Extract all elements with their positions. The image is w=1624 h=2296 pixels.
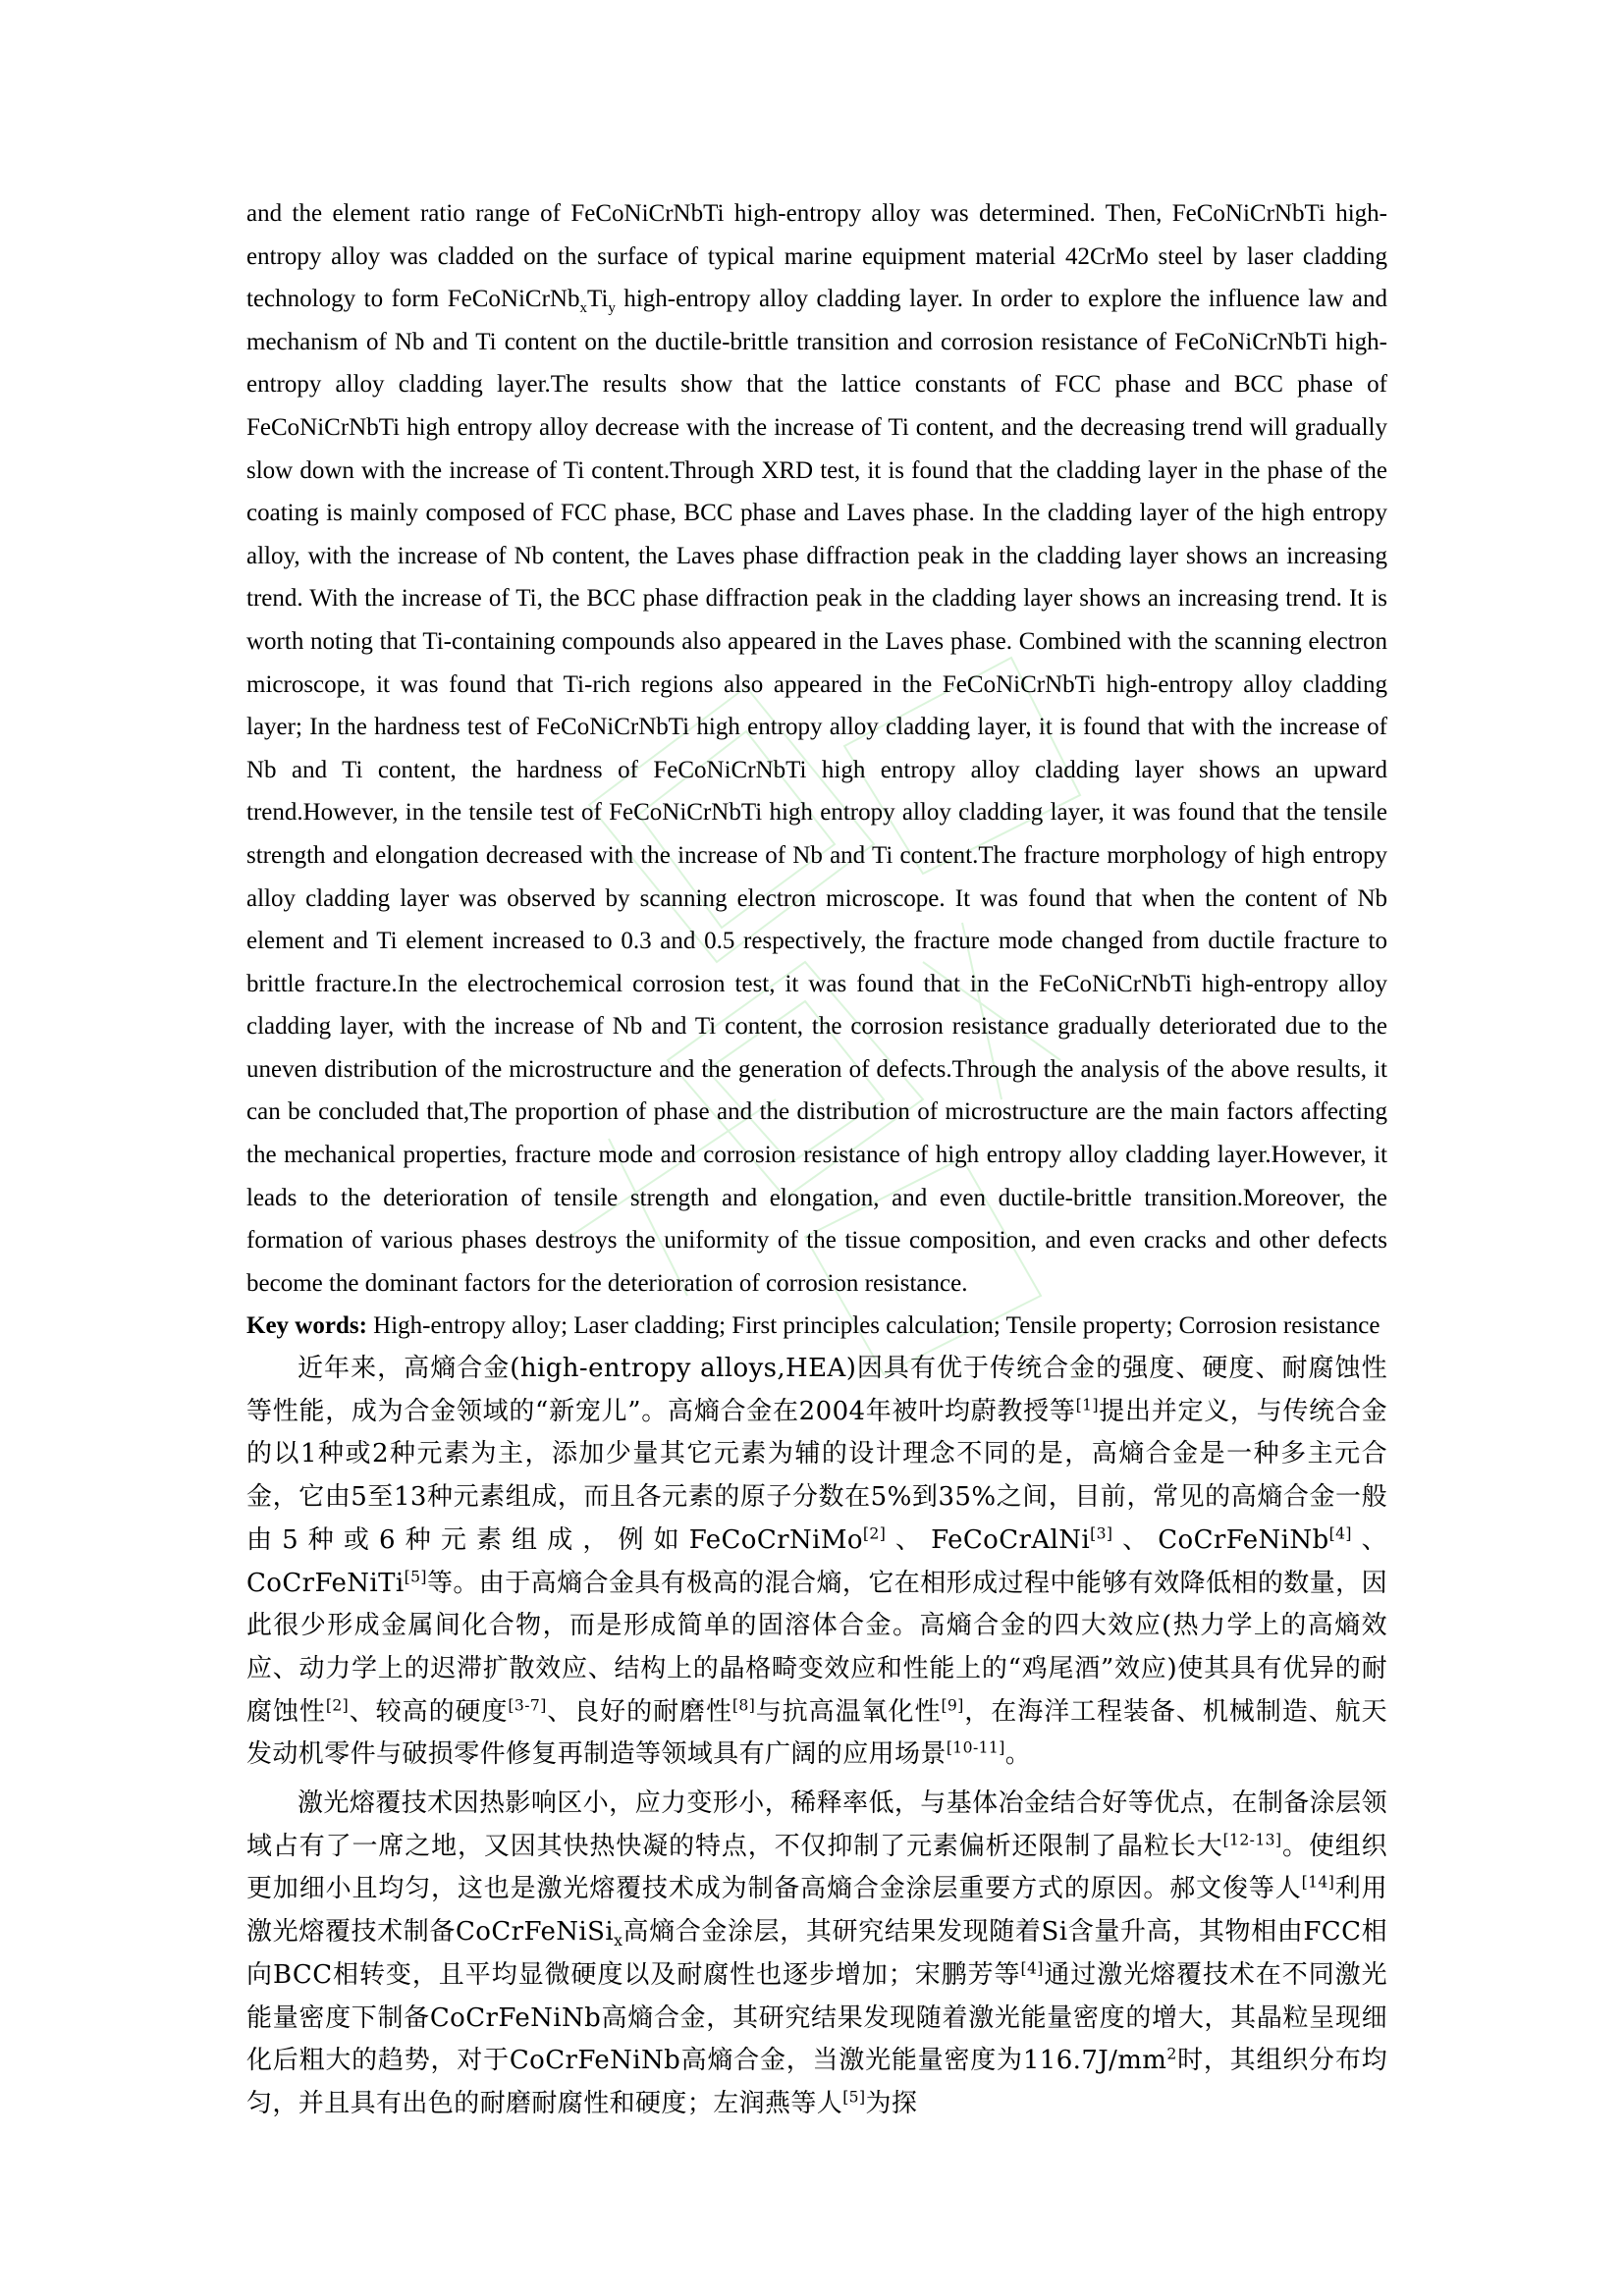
citation: [9] xyxy=(941,1696,964,1714)
citation: [14] xyxy=(1301,1873,1335,1892)
keywords-text: High-entropy alloy; Laser cladding; First principles calculation; Tensile property; Corrosion resistance xyxy=(366,1312,1380,1340)
citation: [4] xyxy=(1328,1524,1352,1543)
citation: [10-11] xyxy=(946,1738,1005,1757)
intro-paragraph-1: 近年来，高熵合金(high-entropy alloys,HEA)因具有优于传统合金的强度、硬度、耐腐蚀性等性能，成为合金领域的“新宠儿”。高熵合金在2004年被叶均蔚教授等[1]提出并定义，与传统合金的以1种或2种元素为主，添加少量其它元素为辅的设计理念不同的是，高熵合金是一种多主元合金，它由5至13种元素组成，而且各元素的原子分数在5%到35%之间，目前，常见的高熵合金一般由5种或6种元素组成，例如FeCoCrNiMo[2]、FeCoCrAlNi[3]、CoCrFeNiNb[4]、CoCrFeNiTi[5]等。由于高熵合金具有极高的混合熵，它在相形成过程中能够有效降低相的数量，因此很少形成金属间化合物，而是形成简单的固溶体合金。高熵合金的四大效应(热力学上的高熵效应、动力学上的迟滞扩散效应、结构上的晶格畸变效应和性能上的“鸡尾酒”效应)使其具有优异的耐腐蚀性[2]、较高的硬度[3-7]、良好的耐磨性[8]与抗高温氧化性[9]，在海洋工程装备、机械制造、航天发动机零件与破损零件修复再制造等领域具有广阔的应用场景[10-11]。 xyxy=(246,1354,1388,1770)
citation: [12-13] xyxy=(1222,1831,1282,1849)
keywords-line xyxy=(246,1305,1387,1348)
citation: [4] xyxy=(1020,1959,1044,1978)
english-abstract: and the element ratio range of FeCoNiCrNbTi high-entropy alloy was determined. Then, FeCoNiCrNbTi high-entropy alloy was cladded on the surface of typical marine equipment material 42CrMo steel by laser cladding technology to form $FeCoNiCrNb_xTi_y$ high-entropy alloy cladding layer. In order to explore the influence law and mechanism of Nb and Ti content on the ductile-brittle transition and corrosion resistance of FeCoNiCrNbTi high-entropy alloy cladding layer.The results show that the lattice constants of FCC phase and BCC phase of FeCoNiCrNbTi high entropy alloy decrease with the increase of Ti content, and the decreasing trend will gradually slow down with the increase of Ti content.Through XRD test, it is found that the cladding layer in the phase of the coating is mainly composed of FCC phase, BCC phase and Laves phase. In the cladding layer of the high entropy alloy, with the increase of Nb content, the Laves phase diffraction peak in the cladding layer shows an increasing trend. With the increase of Ti, the BCC phase diffraction peak in the cladding layer shows an increasing trend. It is worth noting that Ti-containing compounds also appeared in the Laves phase. Combined with the scanning electron microscope, it was found that Ti-rich regions also appeared in the FeCoNiCrNbTi high-entropy alloy cladding layer; In the hardness test of FeCoNiCrNbTi high entropy alloy cladding layer, it is found that with the increase of Nb and Ti content, the hardness of FeCoNiCrNbTi high entropy alloy cladding layer shows an upward trend.However, in the tensile test of FeCoNiCrNbTi high entropy alloy cladding layer, it was found that the tensile strength and elongation decreased with the increase of Nb and Ti content.The fracture morphology of high entropy alloy cladding layer was observed by scanning electron microscope. It was found that when the content of Nb element and Ti element increased to 0.3 and 0.5 respectively, the fracture mode changed from ductile fracture to brittle fracture.In the electrochemical corrosion test, it was found that in the FeCoNiCrNbTi high-entropy alloy cladding layer, with the increase of Nb and Ti content, the corrosion resistance gradually deteriorated due to the uneven distribution of the microstructure and the generation of defects.Through the analysis of the above results, it can be concluded that,The proportion of phase and the distribution of microstructure are the main factors affecting the mechanical properties, fracture mode and corrosion resistance of high entropy alloy cladding layer.However, it leads to the deterioration of tensile strength and elongation, and even ductile-brittle transition.Moreover, the formation of various phases destroys the uniformity of the tissue composition, and even cracks and other defects become the dominant factors for the deterioration of corrosion resistance. xyxy=(246,200,1388,1297)
citation: [1] xyxy=(1075,1396,1099,1415)
citation: [5] xyxy=(404,1567,427,1585)
main-content xyxy=(246,192,1387,2126)
citation: [3] xyxy=(1090,1524,1113,1543)
citation: [3-7] xyxy=(508,1696,547,1714)
citation: [5] xyxy=(842,2088,866,2107)
keywords-label: Key words: xyxy=(246,1312,367,1340)
citation: [2] xyxy=(325,1696,350,1714)
citation: [8] xyxy=(731,1696,756,1714)
citation: [2] xyxy=(862,1524,887,1543)
intro-paragraph-2: 激光熔覆技术因热影响区小，应力变形小，稀释率低，与基体冶金结合好等优点，在制备涂层领域占有了一席之地，又因其快热快凝的特点，不仅抑制了元素偏析还限制了晶粒长大[12-13]。使组织更加细小且均匀，这也是激光熔覆技术成为制备高熵合金涂层重要方式的原因。郝文俊等人[14]利用激光熔覆技术制备CoCrFeNiSi$_x$高熵合金涂层，其研究结果发现随着Si含量升高，其物相由FCC相向BCC相转变，且平均显微硬度以及耐腐性也逐步增加；宋鹏芳等[4]通过激光熔覆技术在不同激光能量密度下制备CoCrFeNiNb高熵合金，其研究结果发现随着激光能量密度的增大，其晶粒呈现细化后粗大的趋势，对于CoCrFeNiNb高熵合金，当激光能量密度为$116.7J/mm^2$时，其组织分布均匀，并且具有出色的耐磨耐腐性和硬度；左润燕等人[5]为探 xyxy=(246,1789,1388,2118)
